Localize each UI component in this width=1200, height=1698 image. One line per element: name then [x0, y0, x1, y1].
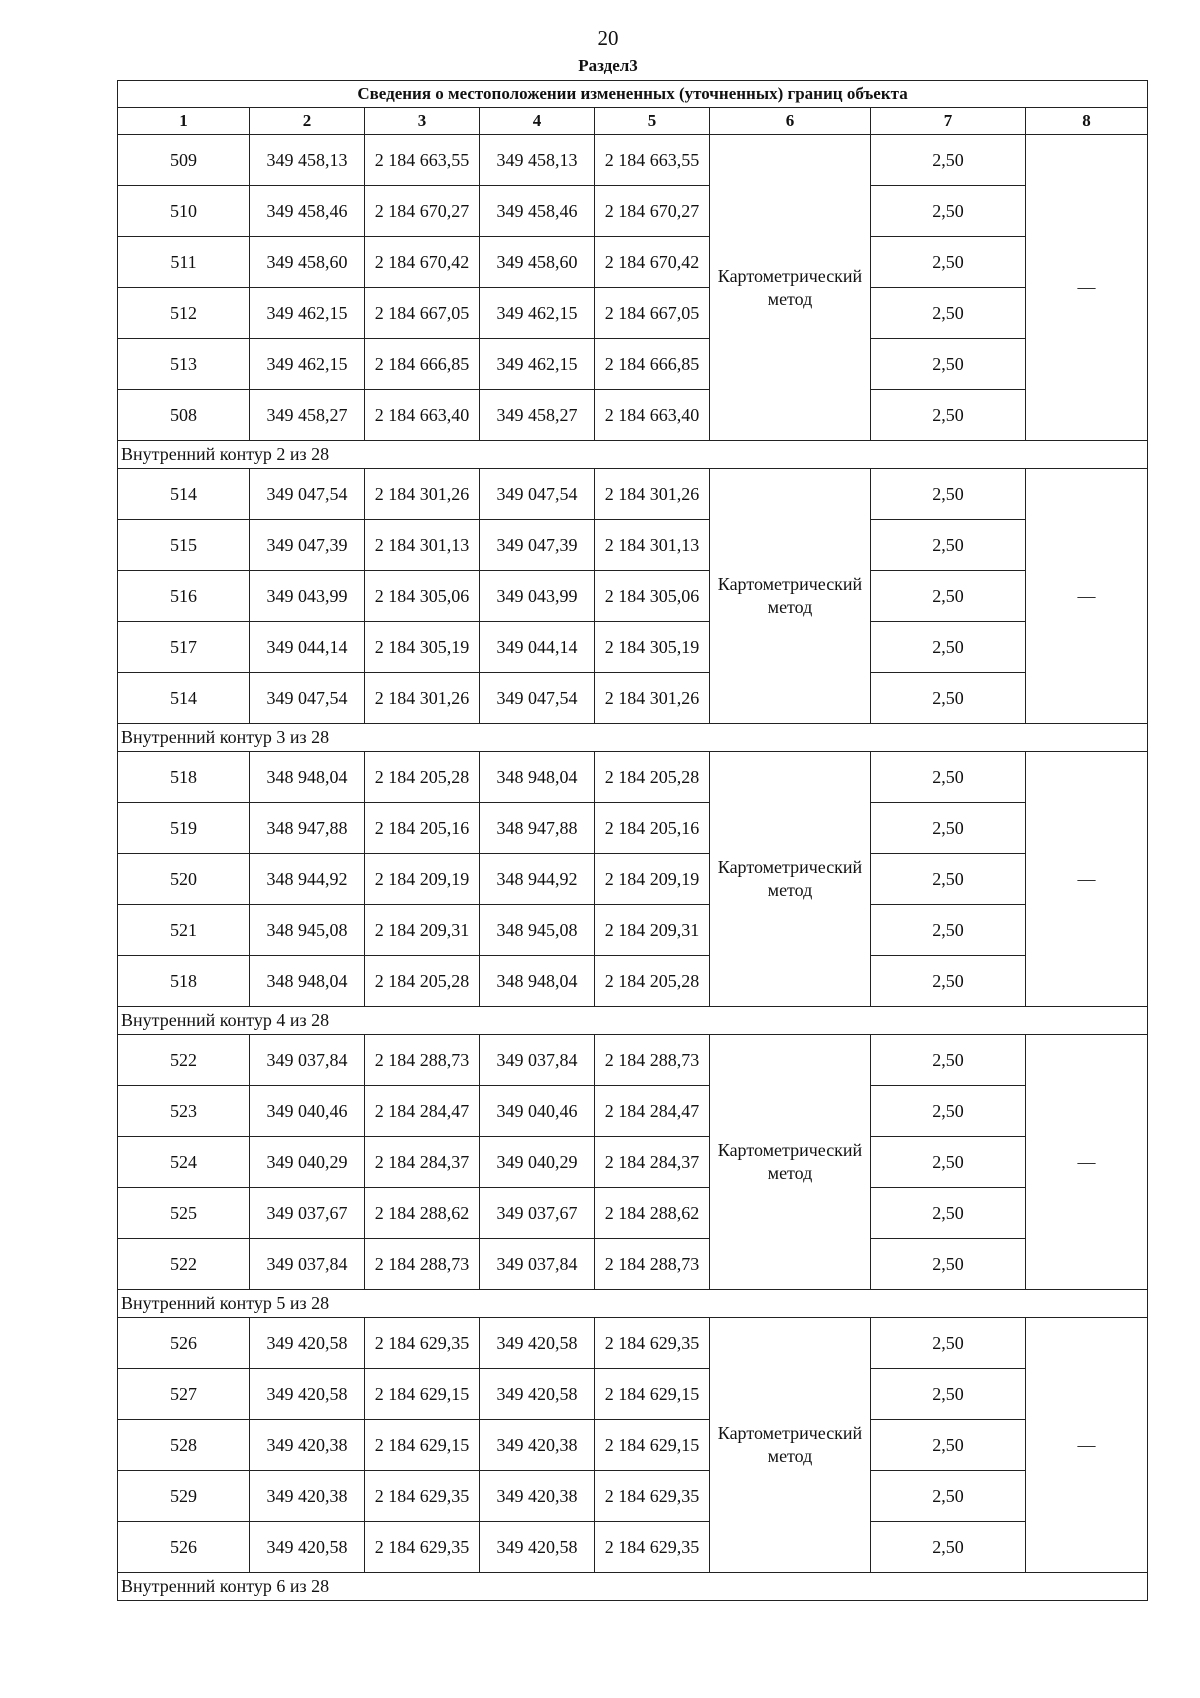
contour-label-row — [118, 1007, 1148, 1035]
table-cell-col2: 349 420,38 — [250, 1471, 365, 1522]
table-row — [118, 469, 1148, 520]
table-cell-col7: 2,50 — [871, 1318, 1026, 1369]
table-cell-col4: 349 420,58 — [480, 1318, 595, 1369]
table-row — [118, 803, 1148, 854]
table-cell-col7: 2,50 — [871, 571, 1026, 622]
table-cell-col2: 349 420,58 — [250, 1318, 365, 1369]
table-row — [118, 854, 1148, 905]
table-cell-col1: 518 — [118, 956, 250, 1007]
table-cell-col5: 2 184 305,19 — [595, 622, 710, 673]
table-cell-col1: 518 — [118, 752, 250, 803]
table-cell-col1: 510 — [118, 186, 250, 237]
column-number-4: 4 — [480, 108, 595, 135]
contour-label-row — [118, 724, 1148, 752]
table-cell-col1: 526 — [118, 1318, 250, 1369]
table-cell-col3: 2 184 305,19 — [365, 622, 480, 673]
table-row — [118, 1522, 1148, 1573]
table-cell-col5: 2 184 205,28 — [595, 752, 710, 803]
column8-cell: — — [1026, 1318, 1148, 1573]
table-cell-col7: 2,50 — [871, 339, 1026, 390]
table-cell-col5: 2 184 209,31 — [595, 905, 710, 956]
table-cell-col4: 349 462,15 — [480, 339, 595, 390]
table-cell-col1: 522 — [118, 1035, 250, 1086]
table-cell-col4: 349 037,84 — [480, 1035, 595, 1086]
table-row — [118, 1035, 1148, 1086]
table-row — [118, 186, 1148, 237]
table-cell-col3: 2 184 205,28 — [365, 956, 480, 1007]
table-cell-col4: 349 047,39 — [480, 520, 595, 571]
table-row — [118, 752, 1148, 803]
table-cell-col4: 348 947,88 — [480, 803, 595, 854]
table-cell-col7: 2,50 — [871, 1420, 1026, 1471]
table-cell-col5: 2 184 205,28 — [595, 956, 710, 1007]
table-cell-col5: 2 184 288,62 — [595, 1188, 710, 1239]
table-cell-col7: 2,50 — [871, 622, 1026, 673]
table-cell-col2: 349 420,58 — [250, 1522, 365, 1573]
table-row — [118, 1369, 1148, 1420]
boundary-coordinates-table — [117, 80, 1148, 1601]
column-number-6: 6 — [710, 108, 871, 135]
table-cell-col4: 349 420,38 — [480, 1420, 595, 1471]
table-cell-col1: 529 — [118, 1471, 250, 1522]
table-cell-col3: 2 184 629,15 — [365, 1420, 480, 1471]
table-cell-col7: 2,50 — [871, 1471, 1026, 1522]
table-cell-col5: 2 184 629,15 — [595, 1369, 710, 1420]
table-cell-col1: 522 — [118, 1239, 250, 1290]
table-row — [118, 288, 1148, 339]
method-cell: Картометрический метод — [710, 135, 871, 441]
column8-cell: — — [1026, 752, 1148, 1007]
table-cell-col4: 349 044,14 — [480, 622, 595, 673]
table-cell-col4: 349 037,67 — [480, 1188, 595, 1239]
table-row — [118, 237, 1148, 288]
table-cell-col5: 2 184 670,42 — [595, 237, 710, 288]
table-cell-col7: 2,50 — [871, 390, 1026, 441]
table-cell-col5: 2 184 288,73 — [595, 1035, 710, 1086]
table-cell-col7: 2,50 — [871, 905, 1026, 956]
table-row — [118, 571, 1148, 622]
table-cell-col7: 2,50 — [871, 956, 1026, 1007]
table-cell-col1: 527 — [118, 1369, 250, 1420]
table-cell-col3: 2 184 667,05 — [365, 288, 480, 339]
table-cell-col1: 523 — [118, 1086, 250, 1137]
contour-label-row — [118, 1290, 1148, 1318]
table-cell-col2: 348 948,04 — [250, 956, 365, 1007]
table-cell-col7: 2,50 — [871, 803, 1026, 854]
column-number-7: 7 — [871, 108, 1026, 135]
table-cell-col5: 2 184 663,40 — [595, 390, 710, 441]
table-cell-col7: 2,50 — [871, 469, 1026, 520]
table-cell-col2: 349 047,54 — [250, 673, 365, 724]
contour-label: Внутренний контур 3 из 28 — [118, 724, 1148, 752]
table-cell-col7: 2,50 — [871, 288, 1026, 339]
table-cell-col4: 348 948,04 — [480, 956, 595, 1007]
table-cell-col4: 349 458,13 — [480, 135, 595, 186]
table-cell-col4: 349 420,38 — [480, 1471, 595, 1522]
table-cell-col1: 508 — [118, 390, 250, 441]
table-row — [118, 905, 1148, 956]
column-number-1: 1 — [118, 108, 250, 135]
table-cell-col1: 515 — [118, 520, 250, 571]
table-cell-col5: 2 184 284,37 — [595, 1137, 710, 1188]
table-cell-col1: 524 — [118, 1137, 250, 1188]
method-cell: Картометрический метод — [710, 752, 871, 1007]
table-cell-col4: 349 043,99 — [480, 571, 595, 622]
table-cell-col1: 528 — [118, 1420, 250, 1471]
table-cell-col4: 349 040,29 — [480, 1137, 595, 1188]
table-cell-col5: 2 184 629,35 — [595, 1471, 710, 1522]
table-cell-col1: 517 — [118, 622, 250, 673]
table-cell-col2: 349 462,15 — [250, 339, 365, 390]
contour-label: Внутренний контур 2 из 28 — [118, 441, 1148, 469]
table-cell-col2: 349 037,67 — [250, 1188, 365, 1239]
table-cell-col4: 349 037,84 — [480, 1239, 595, 1290]
column8-cell: — — [1026, 1035, 1148, 1290]
table-cell-col7: 2,50 — [871, 1239, 1026, 1290]
table-cell-col7: 2,50 — [871, 1522, 1026, 1573]
table-row — [118, 1318, 1148, 1369]
table-cell-col2: 349 462,15 — [250, 288, 365, 339]
contour-label: Внутренний контур 4 из 28 — [118, 1007, 1148, 1035]
table-row — [118, 1137, 1148, 1188]
table-cell-col2: 349 047,54 — [250, 469, 365, 520]
table-cell-col1: 509 — [118, 135, 250, 186]
table-cell-col2: 349 044,14 — [250, 622, 365, 673]
column-number-3: 3 — [365, 108, 480, 135]
table-cell-col1: 514 — [118, 673, 250, 724]
table-cell-col1: 514 — [118, 469, 250, 520]
column8-cell: — — [1026, 469, 1148, 724]
table-row — [118, 135, 1148, 186]
table-cell-col2: 349 037,84 — [250, 1239, 365, 1290]
table-cell-col1: 526 — [118, 1522, 250, 1573]
table-cell-col7: 2,50 — [871, 237, 1026, 288]
table-cell-col3: 2 184 629,15 — [365, 1369, 480, 1420]
table-cell-col4: 349 458,60 — [480, 237, 595, 288]
table-cell-col2: 349 037,84 — [250, 1035, 365, 1086]
table-row — [118, 1239, 1148, 1290]
table-cell-col3: 2 184 663,55 — [365, 135, 480, 186]
table-row — [118, 622, 1148, 673]
table-cell-col3: 2 184 205,28 — [365, 752, 480, 803]
table-cell-col4: 348 945,08 — [480, 905, 595, 956]
table-cell-col3: 2 184 288,73 — [365, 1035, 480, 1086]
table-cell-col7: 2,50 — [871, 1188, 1026, 1239]
table-cell-col2: 348 947,88 — [250, 803, 365, 854]
table-cell-col1: 520 — [118, 854, 250, 905]
method-cell: Картометрический метод — [710, 1035, 871, 1290]
table-cell-col4: 349 040,46 — [480, 1086, 595, 1137]
table-cell-col7: 2,50 — [871, 135, 1026, 186]
table-cell-col3: 2 184 205,16 — [365, 803, 480, 854]
table-cell-col2: 349 458,27 — [250, 390, 365, 441]
table-caption: Сведения о местоположении измененных (уточненных) границ объекта — [118, 81, 1148, 108]
table-cell-col4: 349 047,54 — [480, 469, 595, 520]
column-number-5: 5 — [595, 108, 710, 135]
table-cell-col2: 348 944,92 — [250, 854, 365, 905]
table-cell-col3: 2 184 301,26 — [365, 673, 480, 724]
table-cell-col2: 349 458,13 — [250, 135, 365, 186]
table-cell-col3: 2 184 666,85 — [365, 339, 480, 390]
table-cell-col3: 2 184 629,35 — [365, 1471, 480, 1522]
table-row — [118, 1420, 1148, 1471]
table-cell-col3: 2 184 629,35 — [365, 1318, 480, 1369]
column-number-row — [118, 108, 1148, 135]
table-cell-col5: 2 184 629,35 — [595, 1522, 710, 1573]
table-cell-col1: 525 — [118, 1188, 250, 1239]
table-cell-col5: 2 184 670,27 — [595, 186, 710, 237]
table-cell-col3: 2 184 288,73 — [365, 1239, 480, 1290]
contour-label-row — [118, 1573, 1148, 1601]
table-cell-col7: 2,50 — [871, 520, 1026, 571]
table-cell-col5: 2 184 284,47 — [595, 1086, 710, 1137]
table-row — [118, 673, 1148, 724]
column8-cell: — — [1026, 135, 1148, 441]
table-cell-col3: 2 184 209,31 — [365, 905, 480, 956]
table-cell-col2: 348 948,04 — [250, 752, 365, 803]
table-cell-col2: 349 420,58 — [250, 1369, 365, 1420]
column-number-2: 2 — [250, 108, 365, 135]
table-cell-col5: 2 184 666,85 — [595, 339, 710, 390]
table-cell-col5: 2 184 629,35 — [595, 1318, 710, 1369]
table-cell-col1: 512 — [118, 288, 250, 339]
table-cell-col5: 2 184 301,13 — [595, 520, 710, 571]
table-cell-col3: 2 184 301,26 — [365, 469, 480, 520]
table-cell-col7: 2,50 — [871, 1137, 1026, 1188]
method-cell: Картометрический метод — [710, 1318, 871, 1573]
table-cell-col5: 2 184 205,16 — [595, 803, 710, 854]
table-cell-col4: 349 420,58 — [480, 1369, 595, 1420]
table-cell-col4: 349 458,27 — [480, 390, 595, 441]
table-cell-col2: 349 047,39 — [250, 520, 365, 571]
table-cell-col5: 2 184 301,26 — [595, 673, 710, 724]
table-cell-col1: 519 — [118, 803, 250, 854]
table-cell-col4: 348 944,92 — [480, 854, 595, 905]
table-cell-col3: 2 184 209,19 — [365, 854, 480, 905]
table-cell-col5: 2 184 663,55 — [595, 135, 710, 186]
table-cell-col7: 2,50 — [871, 1086, 1026, 1137]
table-cell-col7: 2,50 — [871, 1035, 1026, 1086]
table-cell-col1: 511 — [118, 237, 250, 288]
table-cell-col3: 2 184 663,40 — [365, 390, 480, 441]
table-cell-col3: 2 184 284,47 — [365, 1086, 480, 1137]
table-cell-col5: 2 184 629,15 — [595, 1420, 710, 1471]
contour-label-row — [118, 441, 1148, 469]
table-row — [118, 1086, 1148, 1137]
table-row — [118, 956, 1148, 1007]
table-row — [118, 520, 1148, 571]
table-cell-col5: 2 184 305,06 — [595, 571, 710, 622]
table-cell-col3: 2 184 284,37 — [365, 1137, 480, 1188]
table-row — [118, 1471, 1148, 1522]
table-cell-col1: 513 — [118, 339, 250, 390]
table-cell-col7: 2,50 — [871, 1369, 1026, 1420]
table-cell-col7: 2,50 — [871, 854, 1026, 905]
table-cell-col3: 2 184 670,27 — [365, 186, 480, 237]
table-cell-col5: 2 184 301,26 — [595, 469, 710, 520]
table-cell-col4: 349 462,15 — [480, 288, 595, 339]
page-number: 20 — [597, 26, 619, 50]
method-cell: Картометрический метод — [710, 469, 871, 724]
table-cell-col5: 2 184 209,19 — [595, 854, 710, 905]
table-cell-col3: 2 184 288,62 — [365, 1188, 480, 1239]
table-cell-col3: 2 184 301,13 — [365, 520, 480, 571]
table-cell-col2: 349 458,60 — [250, 237, 365, 288]
table-cell-col3: 2 184 305,06 — [365, 571, 480, 622]
table-cell-col2: 349 043,99 — [250, 571, 365, 622]
table-cell-col2: 349 040,46 — [250, 1086, 365, 1137]
table-row — [118, 1188, 1148, 1239]
table-cell-col3: 2 184 670,42 — [365, 237, 480, 288]
column-number-8: 8 — [1026, 108, 1148, 135]
table-cell-col3: 2 184 629,35 — [365, 1522, 480, 1573]
section-title: Раздел3 — [578, 56, 638, 75]
table-cell-col7: 2,50 — [871, 186, 1026, 237]
table-cell-col1: 521 — [118, 905, 250, 956]
table-cell-col4: 349 458,46 — [480, 186, 595, 237]
table-cell-col1: 516 — [118, 571, 250, 622]
table-cell-col7: 2,50 — [871, 673, 1026, 724]
table-cell-col2: 349 040,29 — [250, 1137, 365, 1188]
table-body — [118, 135, 1148, 1601]
contour-label: Внутренний контур 6 из 28 — [118, 1573, 1148, 1601]
table-cell-col2: 349 420,38 — [250, 1420, 365, 1471]
table-row — [118, 390, 1148, 441]
table-cell-col5: 2 184 288,73 — [595, 1239, 710, 1290]
table-cell-col2: 349 458,46 — [250, 186, 365, 237]
table-cell-col5: 2 184 667,05 — [595, 288, 710, 339]
table-cell-col4: 349 420,58 — [480, 1522, 595, 1573]
contour-label: Внутренний контур 5 из 28 — [118, 1290, 1148, 1318]
table-cell-col4: 348 948,04 — [480, 752, 595, 803]
table-row — [118, 339, 1148, 390]
table-cell-col4: 349 047,54 — [480, 673, 595, 724]
table-cell-col2: 348 945,08 — [250, 905, 365, 956]
table-cell-col7: 2,50 — [871, 752, 1026, 803]
